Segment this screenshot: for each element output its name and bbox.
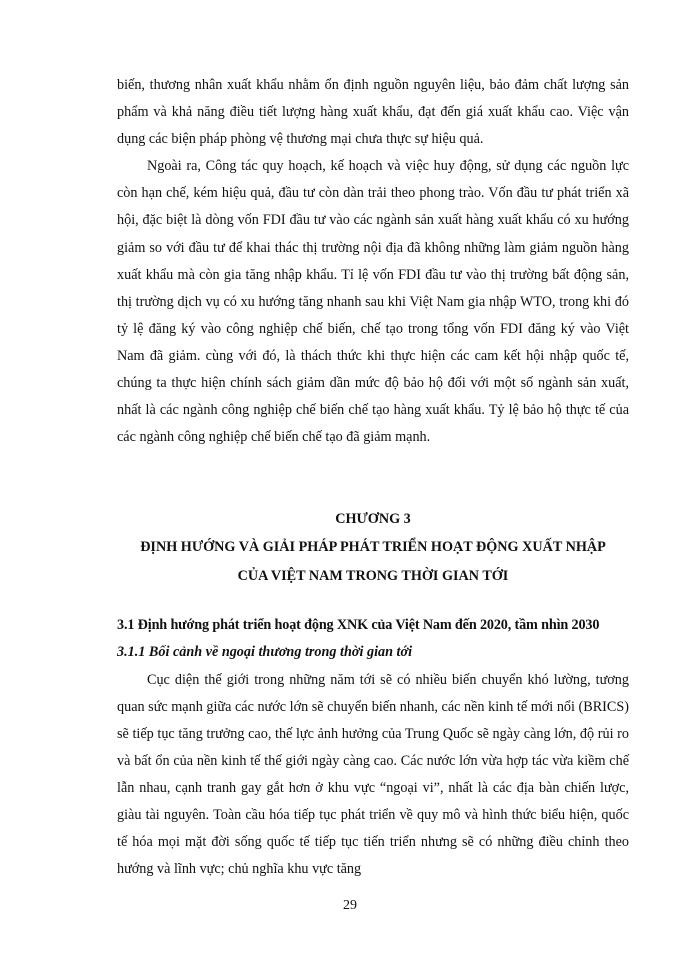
chapter-title-line-2: CỦA VIỆT NAM TRONG THỜI GIAN TỚI bbox=[237, 568, 509, 585]
page-content bbox=[117, 72, 629, 883]
paragraph-world-context: Cục diện thế giới trong những năm tới sẽ có nhiều biến chuyển khó lường, tương quan sức mạnh giữa các nước lớn sẽ chuyển biến nhanh, các nền kinh tế mới nổi (BRICS) sẽ tiếp tục tăng trưởng cao, thế lực ảnh hưởng của Trung Quốc sẽ ngày càng lớn, độ rủi ro và bất ổn của nền kinh tế thế giới ngày càng cao. Các nước lớn vừa hợp tác vừa kiềm chế lẫn nhau, cạnh tranh gay gắt hơn ở khu vực “ngoại vi”, nhất là các địa bàn chiến lược, giàu tài nguyên. Toàn cầu hóa tiếp tục phát triển về quy mô và hình thức biểu hiện, quốc tế hóa mọi mặt đời sống quốc tế tiếp tục tiến triển nhưng sẽ có những điều chỉnh theo hướng và lĩnh vực; chủ nghĩa khu vực tăng bbox=[117, 671, 629, 878]
page-number: 29 bbox=[343, 898, 357, 913]
paragraph-resources: Ngoài ra, Công tác quy hoạch, kế hoạch và việc huy động, sử dụng các nguồn lực còn hạn chế, kém hiệu quả, đầu tư còn dàn trải theo phong trào. Vốn đầu tư phát triển xã hội, đặc biệt là dòng vốn FDI đầu tư vào các ngành sản xuất hàng xuất khẩu có xu hướng giảm so với đầu tư để khai thác thị trường nội địa đã không những làm giảm nguồn hàng xuất khẩu mà còn gia tăng nhập khẩu. Tỉ lệ vốn FDI đầu tư vào thị trường bất động sản, thị trường dịch vụ có xu hướng tăng nhanh sau khi Việt Nam gia nhập WTO, trong khi đó tỷ lệ đăng ký vào công nghiệp chế biến, chế tạo trong tổng vốn FDI đăng ký vào Việt Nam đã giảm. cùng với đó, là thách thức khi thực hiện các cam kết hội nhập quốc tế, chúng ta thực hiện chính sách giảm dần mức độ bảo hộ đối với một số ngành sản xuất, nhất là các ngành công nghiệp chế biến chế tạo hàng xuất khẩu. Tỷ lệ bảo hộ thực tế của các ngành công nghiệp chế biến chế tạo đã giảm mạnh. bbox=[117, 158, 629, 446]
section-heading: 3.1 Định hướng phát triển hoạt động XNK của Việt Nam đến 2020, tầm nhìn 2030 bbox=[117, 617, 600, 634]
chapter-title-line-1: ĐỊNH HƯỚNG VÀ GIẢI PHÁP PHÁT TRIỂN HOẠT ĐỘNG XUẤT NHẬP bbox=[140, 539, 606, 556]
chapter-number: CHƯƠNG 3 bbox=[335, 511, 411, 528]
subsection-heading: 3.1.1 Bối cảnh về ngoại thương trong thời gian tới bbox=[117, 644, 413, 661]
paragraph-continued: biến, thương nhân xuất khẩu nhằm ổn định nguồn nguyên liệu, bảo đảm chất lượng sản phẩm và khả năng điều tiết lượng hàng xuất khẩu, đạt đến giá xuất khẩu cao. Việc vận dụng các biện pháp phòng vệ thương mại chưa thực sự hiệu quả. bbox=[117, 77, 629, 148]
